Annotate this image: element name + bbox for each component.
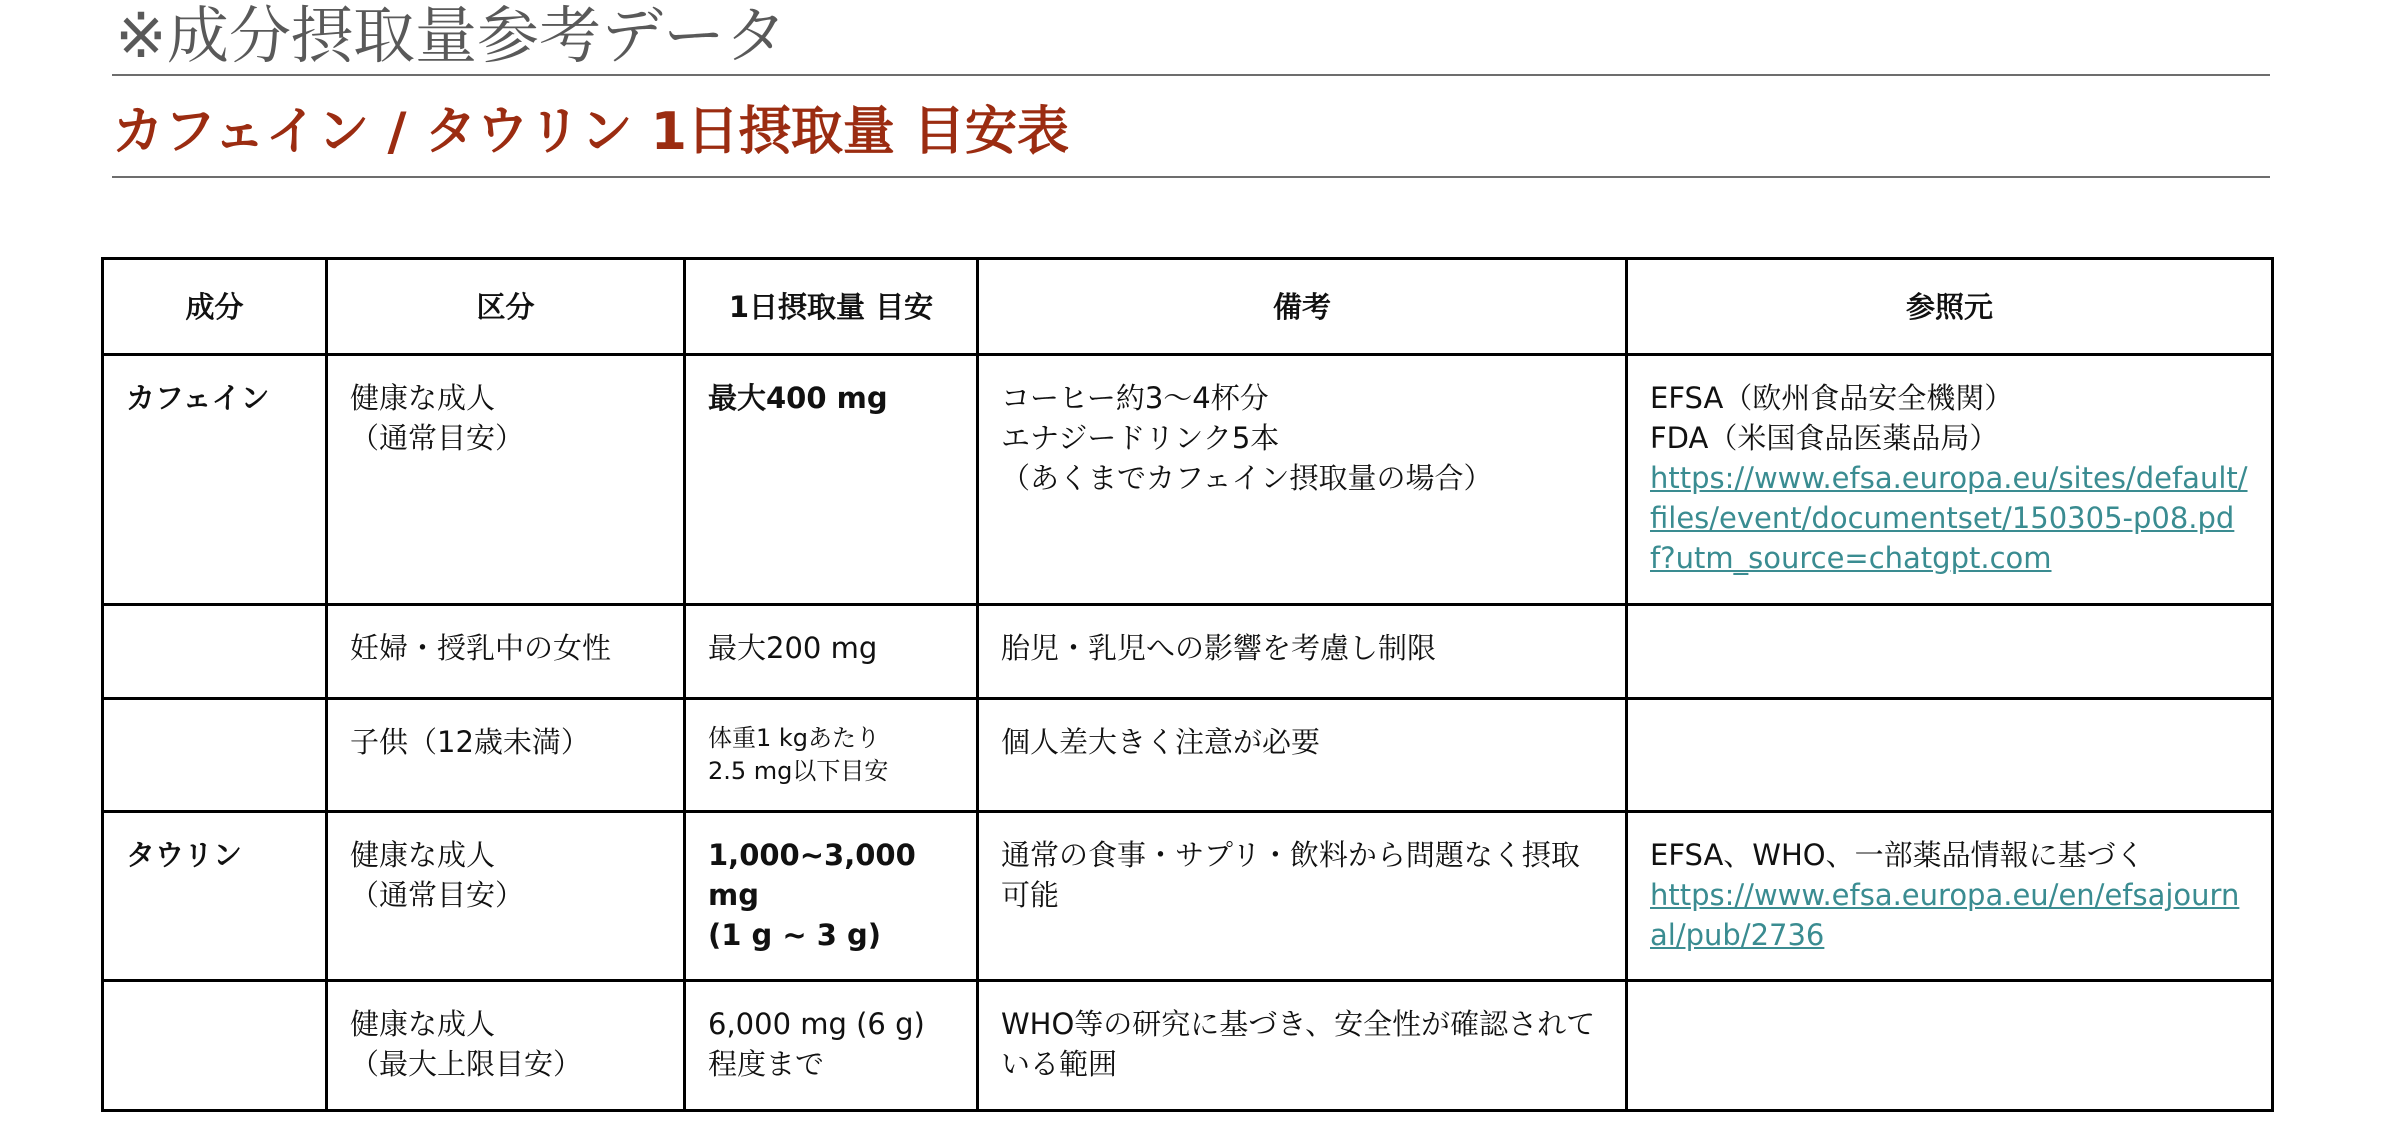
reference-link[interactable]: https://www.efsa.europa.eu/sites/default/files/event/documentset/150305-p08.pdf?utm_source=chatgpt.com [1650, 461, 2248, 575]
category-line: 健康な成人 [350, 838, 496, 872]
header-reference: 参照元 [1627, 259, 2273, 355]
category-line: 子供（12歳未満） [350, 725, 590, 759]
amount-line: 体重1 kgあたり [708, 724, 881, 752]
reference-line: EFSA（欧州食品安全機関） [1650, 381, 2014, 415]
table-row [103, 355, 2273, 605]
category-line: （最大上限目安） [350, 1047, 583, 1081]
reference-link[interactable]: https://www.efsa.europa.eu/en/efsajournal/pub/2736 [1650, 878, 2240, 952]
amount-line: 最大200 mg [708, 631, 878, 665]
note-cell [978, 605, 1627, 699]
reference-cell [1627, 812, 2273, 981]
reference-cell [1627, 699, 2273, 812]
reference-line: EFSA、WHO、一部薬品情報に基づく [1650, 838, 2145, 872]
reference-cell [1627, 605, 2273, 699]
reference-cell [1627, 355, 2273, 605]
note-line: 胎児・乳児への影響を考慮し制限 [1001, 631, 1437, 665]
category-line: （通常目安） [350, 878, 525, 912]
header-ingredient: 成分 [103, 259, 327, 355]
header-daily-amount: 1日摂取量 目安 [685, 259, 978, 355]
amount-cell [685, 812, 978, 981]
category-line: 健康な成人 [350, 1007, 496, 1041]
subtitle-divider [112, 176, 2270, 178]
page-title: ※成分摂取量参考データ [115, 0, 787, 72]
note-cell [978, 355, 1627, 605]
note-line: エナジードリンク5本 [1001, 421, 1280, 455]
category-line: 健康な成人 [350, 381, 496, 415]
note-cell [978, 699, 1627, 812]
amount-line: 程度まで [708, 1047, 825, 1081]
table-row [103, 605, 2273, 699]
note-cell [978, 981, 1627, 1111]
table-subtitle: カフェイン / タウリン 1日摂取量 目安表 [112, 102, 1069, 162]
amount-line: 2.5 mg以下目安 [708, 757, 889, 785]
header-note: 備考 [978, 259, 1627, 355]
reference-line: FDA（米国食品医薬品局） [1650, 421, 1999, 455]
ingredient-cell: カフェイン [103, 355, 327, 605]
category-cell [327, 699, 685, 812]
ingredient-cell [103, 981, 327, 1111]
ingredient-cell: タウリン [103, 812, 327, 981]
note-line: WHO等の研究に基づき、安全性が確認されている範囲 [1001, 1007, 1596, 1081]
ingredient-cell [103, 605, 327, 699]
note-line: （あくまでカフェイン摂取量の場合） [1001, 461, 1493, 495]
category-cell [327, 355, 685, 605]
amount-line: 最大400 mg [708, 381, 888, 415]
note-cell [978, 812, 1627, 981]
amount-line: (1 g ~ 3 g) [708, 918, 882, 952]
table-row [103, 812, 2273, 981]
amount-line: 1,000~3,000 mg [708, 838, 916, 912]
category-cell [327, 981, 685, 1111]
amount-cell [685, 355, 978, 605]
category-cell [327, 812, 685, 981]
amount-cell [685, 981, 978, 1111]
table-row [103, 699, 2273, 812]
title-divider [112, 74, 2270, 76]
note-line: コーヒー約3～4杯分 [1001, 381, 1269, 415]
category-line: （通常目安） [350, 421, 525, 455]
table-header-row [103, 259, 2273, 355]
ingredient-cell [103, 699, 327, 812]
reference-cell [1627, 981, 2273, 1111]
amount-cell [685, 699, 978, 812]
amount-line: 6,000 mg (6 g) [708, 1007, 925, 1041]
category-line: 妊婦・授乳中の女性 [350, 631, 612, 665]
note-line: 個人差大きく注意が必要 [1001, 725, 1321, 759]
table-row [103, 981, 2273, 1111]
intake-table [101, 257, 2274, 1112]
note-line: 通常の食事・サプリ・飲料から問題なく摂取可能 [1001, 838, 1580, 912]
category-cell [327, 605, 685, 699]
header-category: 区分 [327, 259, 685, 355]
amount-cell [685, 605, 978, 699]
